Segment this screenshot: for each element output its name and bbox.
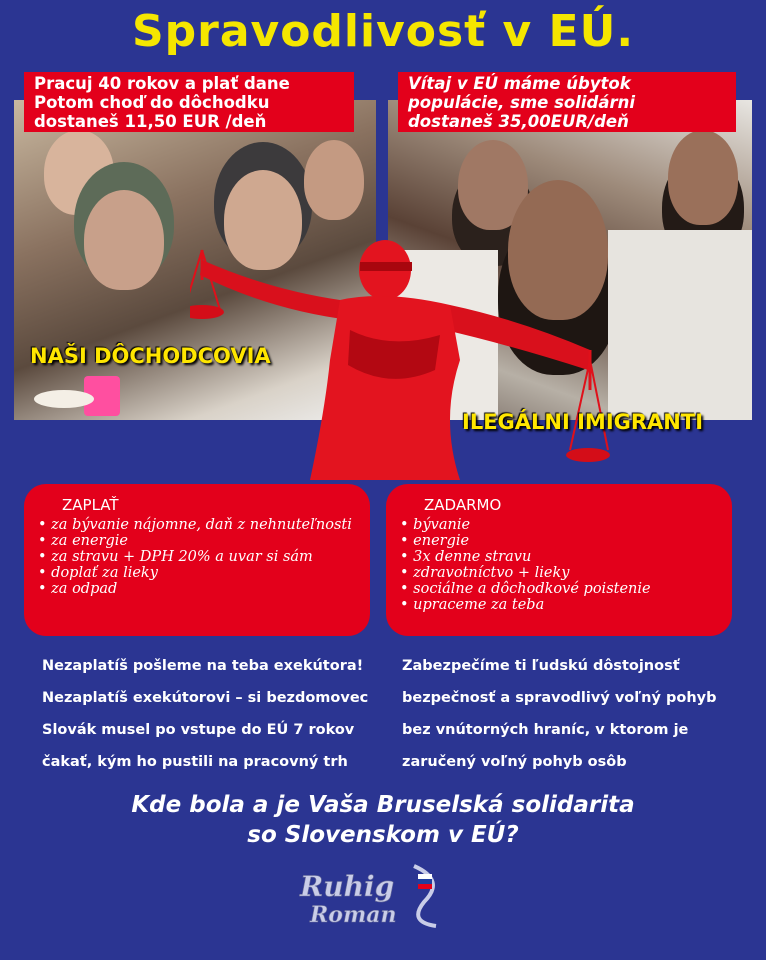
list-item: • bývanie [400,517,720,533]
plate [34,390,94,408]
ruhig-roman-logo [296,862,446,930]
list-item: • za stravu + DPH 20% a uvar si sám [38,549,358,565]
immigrants-caption [398,72,736,132]
note-line: Nezaplatíš pošleme na teba exekútora! [42,658,364,674]
list-item: • 3x denne stravu [400,549,720,565]
immigrants-label: ILEGÁLNI IMIGRANTI [462,410,704,434]
svg-text:Roman: Roman [310,902,397,928]
list-item: • sociálne a dôchodkové poistenie [400,581,720,597]
note-line: bezpečnosť a spravodlivý voľný pohyb [402,690,717,706]
man-face [304,140,364,220]
note-line: bez vnútorných hraníc, v ktorom je [402,722,689,738]
note-line: čakať, kým ho pustili na pracovný trh [42,754,348,770]
free-heading: ZADARMO [424,496,502,514]
right-notes [402,650,717,778]
caption-line: dostaneš 11,50 EUR /deň [34,112,267,131]
list-item: • za odpad [38,581,358,597]
list-item: • za bývanie nájomne, daň z nehnuteľnosti [38,517,358,533]
note-line: Zabezpečíme ti ľudskú dôstojnosť [402,658,680,674]
question-line: Kde bola a je Vaša Bruselská solidarita [131,792,635,818]
white-robe [608,230,752,420]
caption-line: populácie, sme solidárni [408,93,636,112]
list-item: • upraceme za teba [400,597,720,613]
note-line: Slovák musel po vstupe do EÚ 7 rokov [42,722,355,738]
free-box [386,484,732,636]
closing-question [0,790,766,850]
list-item: • doplať za lieky [38,565,358,581]
list-item: • energie [400,533,720,549]
pensioners-label: NAŠI DÔCHODCOVIA [30,344,271,368]
free-list [398,517,720,613]
pay-box [24,484,370,636]
list-item: • za energie [38,533,358,549]
caption-line: Vítaj v EÚ máme úbytok [408,74,631,93]
left-notes [42,650,368,778]
caption-line: dostaneš 35,00EUR/deň [408,112,629,131]
list-item: • zdravotníctvo + lieky [400,565,720,581]
note-line: zaručený voľný pohyb osôb [402,754,627,770]
svg-text:Ruhig: Ruhig [300,870,395,903]
caption-line: Pracuj 40 rokov a plať dane [34,74,290,93]
man-face [668,130,738,225]
caption-line: Potom choď do dôchodku [34,93,270,112]
poster-title: Spravodlivosť v EÚ. [131,6,635,57]
pay-list [36,517,358,597]
question-line: so Slovenskom v EÚ? [247,822,519,848]
pay-heading: ZAPLAŤ [62,496,119,514]
note-line: Nezaplatíš exekútorovi – si bezdomovec [42,690,369,706]
pensioners-caption [24,72,354,132]
elderly-woman-face [84,190,164,290]
